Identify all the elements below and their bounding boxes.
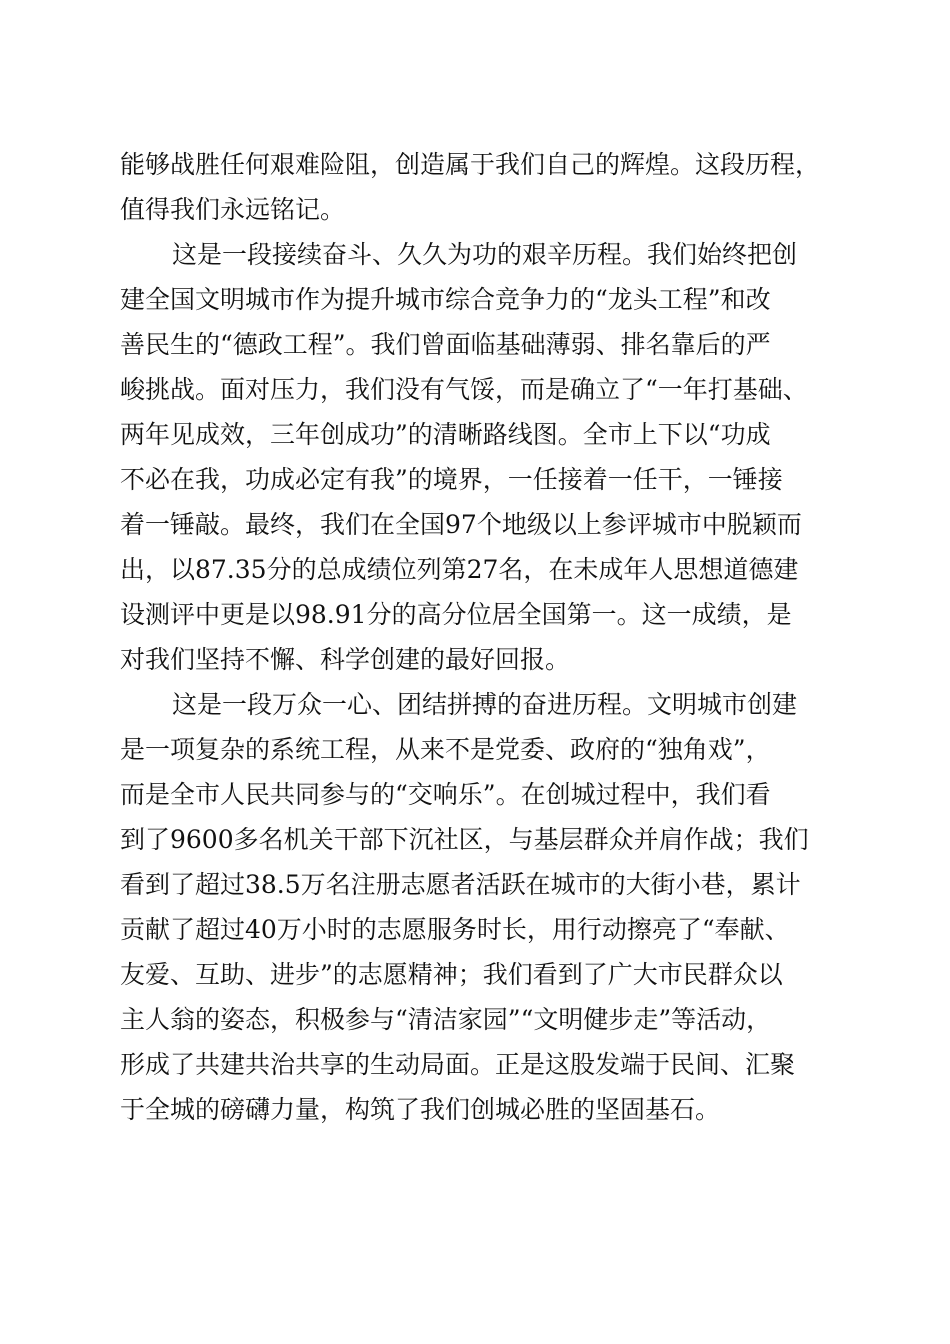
text-line: 这是一段接续奋斗、久久为功的艰辛历程。我们始终把创	[172, 240, 798, 269]
text-line: 着一锤敲。最终，我们在全国97个地级以上参评城市中脱颖而	[120, 510, 802, 539]
text-line: 友爱、互助、进步”的志愿精神；我们看到了广大市民群众以	[120, 960, 783, 989]
text-line: 善民生的“德政工程”。我们曾面临基础薄弱、排名靠后的严	[120, 330, 771, 359]
text-line: 建全国文明城市作为提升城市综合竞争力的“龙头工程”和改	[120, 285, 771, 314]
text-line: 主人翁的姿态，积极参与“清洁家园”“文明健步走”等活动，	[120, 1005, 772, 1034]
text-line: 两年见成效，三年创成功”的清晰路线图。全市上下以“功成	[120, 420, 771, 449]
text-line: 是一项复杂的系统工程，从来不是党委、政府的“独角戏”，	[120, 735, 771, 764]
text-line: 于全城的磅礴力量，构筑了我们创城必胜的坚固基石。	[120, 1095, 721, 1124]
text-line: 值得我们永远铭记。	[120, 195, 346, 224]
text-line: 看到了超过38.5万名注册志愿者活跃在城市的大街小巷，累计	[120, 870, 801, 899]
text-line: 设测评中更是以98.91分的高分位居全国第一。这一成绩，是	[120, 600, 792, 629]
text-line: 而是全市人民共同参与的“交响乐”。在创城过程中，我们看	[120, 780, 771, 809]
text-line: 能够战胜任何艰难险阻，创造属于我们自己的辉煌。这段历程，	[120, 150, 821, 179]
text-line: 到了9600多名机关干部下沉社区，与基层群众并肩作战；我们	[120, 825, 809, 854]
text-line: 不必在我，功成必定有我”的境界，一任接着一任干，一锤接	[120, 465, 783, 494]
text-line: 出，以87.35分的总成绩位列第27名，在未成年人思想道德建	[120, 555, 799, 584]
text-line: 对我们坚持不懈、科学创建的最好回报。	[120, 645, 571, 674]
text-line: 形成了共建共治共享的生动局面。正是这股发端于民间、汇聚	[120, 1050, 796, 1079]
text-line: 这是一段万众一心、团结拼搏的奋进历程。文明城市创建	[172, 690, 798, 719]
text-line: 峻挑战。面对压力，我们没有气馁，而是确立了“一年打基础、	[120, 375, 808, 404]
text-line: 贡献了超过40万小时的志愿服务时长，用行动擦亮了“奉献、	[120, 915, 790, 944]
